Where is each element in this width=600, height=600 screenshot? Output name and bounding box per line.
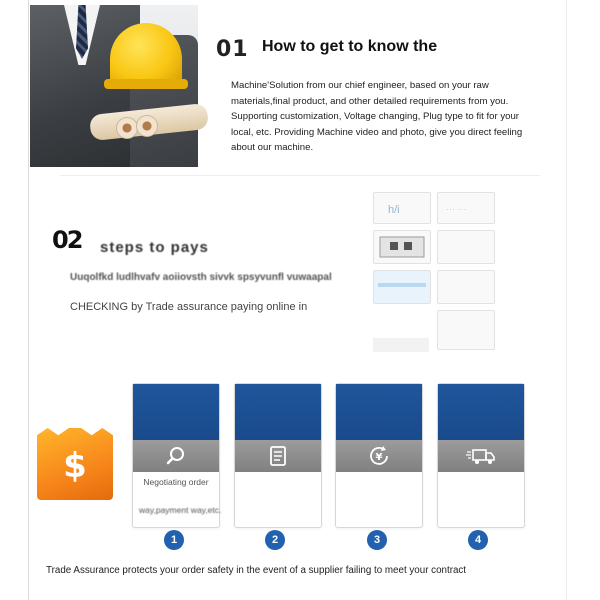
section2-checking-line: CHECKING by Trade assurance paying online in xyxy=(70,301,308,313)
blueprint-roll-end xyxy=(116,117,138,139)
section1-number: 01 xyxy=(216,37,249,62)
step-card-order xyxy=(234,383,322,528)
screenshot-thumbnail xyxy=(437,230,495,264)
step-card-delivery xyxy=(437,383,525,528)
step-number-badge: 4 xyxy=(468,530,488,550)
screenshot-thumbnail xyxy=(437,192,495,224)
step-number-badge: 1 xyxy=(164,530,184,550)
section2-garbled-text: Uuqolfkd ludlhvafv aoiiovsth sivvk spsyvunfl vuwaapal xyxy=(70,272,332,283)
screenshot-thumbnail xyxy=(373,270,431,304)
left-border-line xyxy=(28,0,29,600)
step-card-header xyxy=(438,384,524,440)
dollar-sign-icon: $ xyxy=(63,446,87,486)
screenshot-thumbnail xyxy=(373,230,431,264)
svg-text:h/i: h/i xyxy=(388,204,400,216)
step-card-header xyxy=(133,384,219,440)
section1-body: Machine'Solution from our chief engineer, based on your raw materials,final product, and other detailed requirements from you. Supporting customization, Voltage changing, Plug type to fit for your local, etc. Providing Machine video and photo, give you direct feeling about our machine. xyxy=(231,80,523,153)
trade-assurance-footer-text: Trade Assurance protects your order safety in the event of a supplier failing to meet your contract xyxy=(46,565,467,576)
screenshot-thumbnail xyxy=(373,192,431,224)
hard-hat-brim xyxy=(104,79,188,89)
step-card-payment xyxy=(335,383,423,528)
step-card-icon-band xyxy=(336,440,422,472)
step-number-badge: 3 xyxy=(367,530,387,550)
svg-text:¥: ¥ xyxy=(375,452,383,463)
step-label: Negotiating order xyxy=(143,477,209,487)
step-card-header xyxy=(336,384,422,440)
engineer-photo xyxy=(30,5,198,167)
blueprint-roll-end xyxy=(136,115,158,137)
screenshot-thumbnail xyxy=(437,270,495,304)
hard-hat-icon xyxy=(110,23,182,87)
step-number-badge: 2 xyxy=(265,530,285,550)
section2-title: steps to pays xyxy=(100,239,209,256)
screenshot-thumbnail xyxy=(373,338,429,352)
delivery-truck-icon xyxy=(466,444,496,468)
trade-assurance-shield-icon xyxy=(37,420,113,500)
step-card-icon-band xyxy=(235,440,321,472)
step-card-header xyxy=(235,384,321,440)
step-sublabel: way,payment way,etc. xyxy=(139,505,222,515)
search-icon xyxy=(164,444,188,468)
section2-number: 02 xyxy=(52,226,82,254)
step-card-icon-band xyxy=(438,440,524,472)
step-card-icon-band xyxy=(133,440,219,472)
section1-title: How to get to know the xyxy=(262,38,438,55)
section-divider xyxy=(60,175,540,176)
step-card-negotiate xyxy=(132,383,220,528)
yen-refresh-icon xyxy=(367,444,391,468)
svg-text:··· ···: ··· ··· xyxy=(446,204,467,214)
document-icon xyxy=(266,444,290,468)
screenshot-thumbnail xyxy=(437,310,495,350)
right-border-line xyxy=(566,0,567,600)
